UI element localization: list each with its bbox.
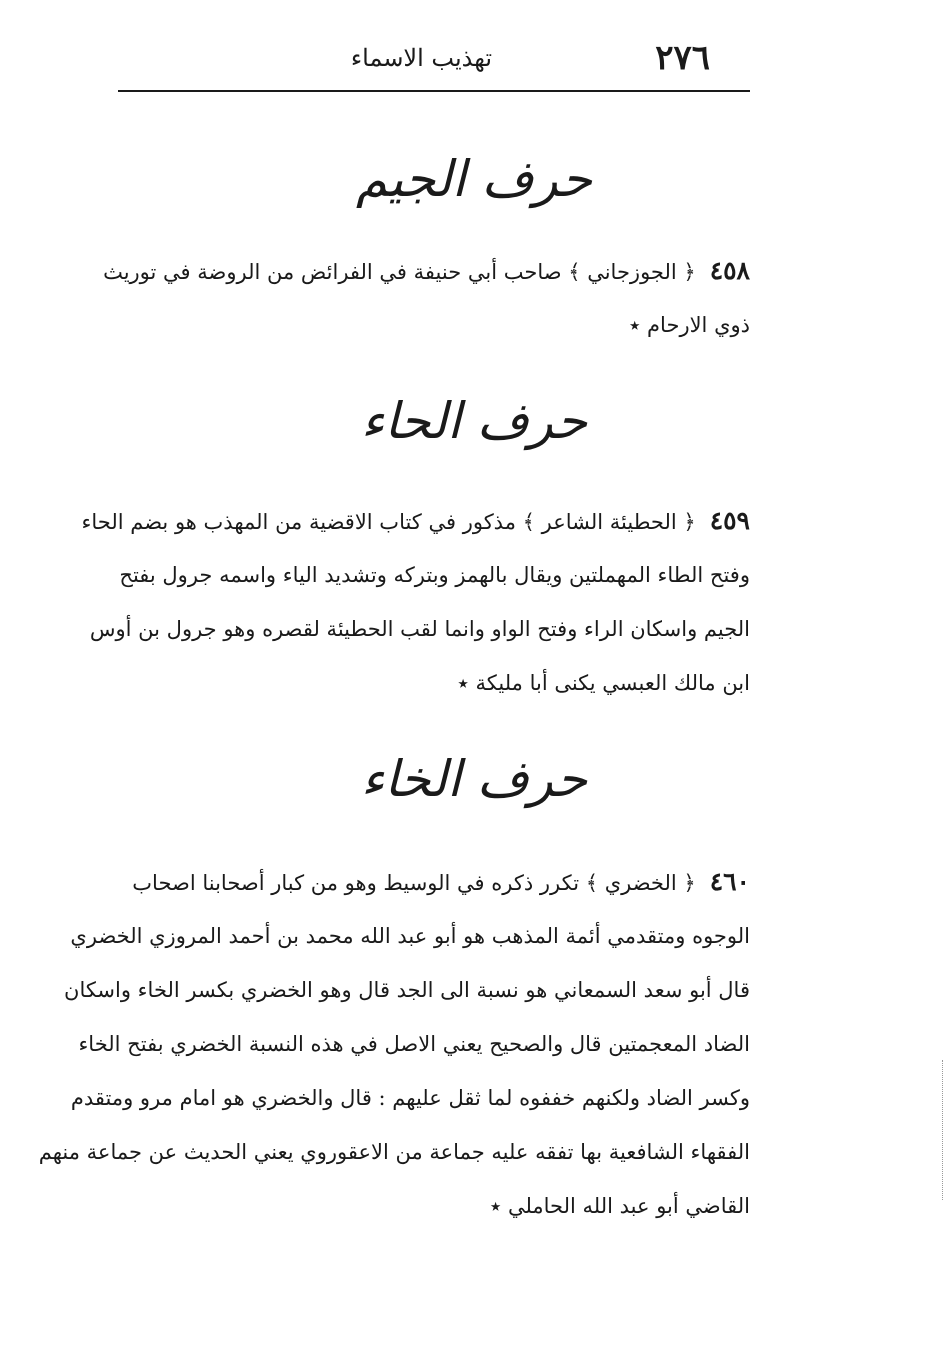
header-rule — [118, 90, 750, 92]
entry-text: ﴿ الحطيئة الشاعر ﴾ مذكور في كتاب الاقضية من المهذب هو بضم الحاء — [81, 510, 696, 534]
entry-line: القاضي أبو عبد الله الحاملي ٭ — [489, 1194, 750, 1218]
running-title: تهذيب الاسماء — [350, 44, 492, 72]
entry-460 — [38, 855, 750, 1233]
entry-line: الوجوه ومتقدمي أئمة المذهب هو أبو عبد الله محمد بن أحمد المروزي الخضري — [70, 924, 750, 948]
page-number: ٢٧٦ — [655, 38, 710, 78]
entry-line — [118, 855, 750, 909]
entry-line: ابن مالك العبسي يكنى أبا مليكة ٭ — [457, 671, 750, 695]
section-heading-kha: حرف الخاء — [360, 750, 588, 808]
entry-line: وفتح الطاء المهملتين ويقال بالهمز وبتركه وتشديد الياء واسمه جرول بفتح — [119, 563, 750, 587]
entry-459 — [81, 494, 750, 710]
entry-line — [103, 244, 750, 298]
entry-line: ذوي الارحام ٭ — [628, 313, 750, 337]
entry-line: الضاد المعجمتين قال والصحيح يعني الاصل في هذه النسبة الخضري بفتح الخاء — [78, 1032, 750, 1056]
entry-line: الفقهاء الشافعية بها تفقه عليه جماعة من الاعقوروي يعني الحديث عن جماعة منهم — [38, 1140, 750, 1164]
entry-line: الجيم واسكان الراء وفتح الواو وانما لقب الحطيئة لقصره وهو جرول بن أوس — [89, 617, 750, 641]
section-heading-ha: حرف الحاء — [360, 392, 588, 450]
section-heading-jim: حرف الجيم — [356, 150, 592, 208]
entry-line — [81, 494, 750, 548]
entry-number: ٤٥٩ — [709, 506, 750, 535]
page-header — [118, 30, 750, 82]
entry-number: ٤٦٠ — [709, 867, 750, 896]
entry-line: قال أبو سعد السمعاني هو نسبة الى الجد قال وهو الخضري بكسر الخاء واسكان — [64, 978, 750, 1002]
entry-text: ﴿ الخضري ﴾ تكرر ذكره في الوسيط وهو من كبار أصحابنا اصحاب — [132, 871, 696, 895]
entry-text: ﴿ الجوزجاني ﴾ صاحب أبي حنيفة في الفرائض من الروضة في توريث — [103, 260, 696, 284]
scan-margin-mark — [942, 1060, 945, 1200]
entry-458 — [103, 244, 750, 352]
entry-line: وكسر الضاد ولكنهم خففوه لما ثقل عليهم : قال والخضري هو امام مرو ومتقدم — [70, 1086, 750, 1110]
entry-number: ٤٥٨ — [709, 256, 750, 285]
